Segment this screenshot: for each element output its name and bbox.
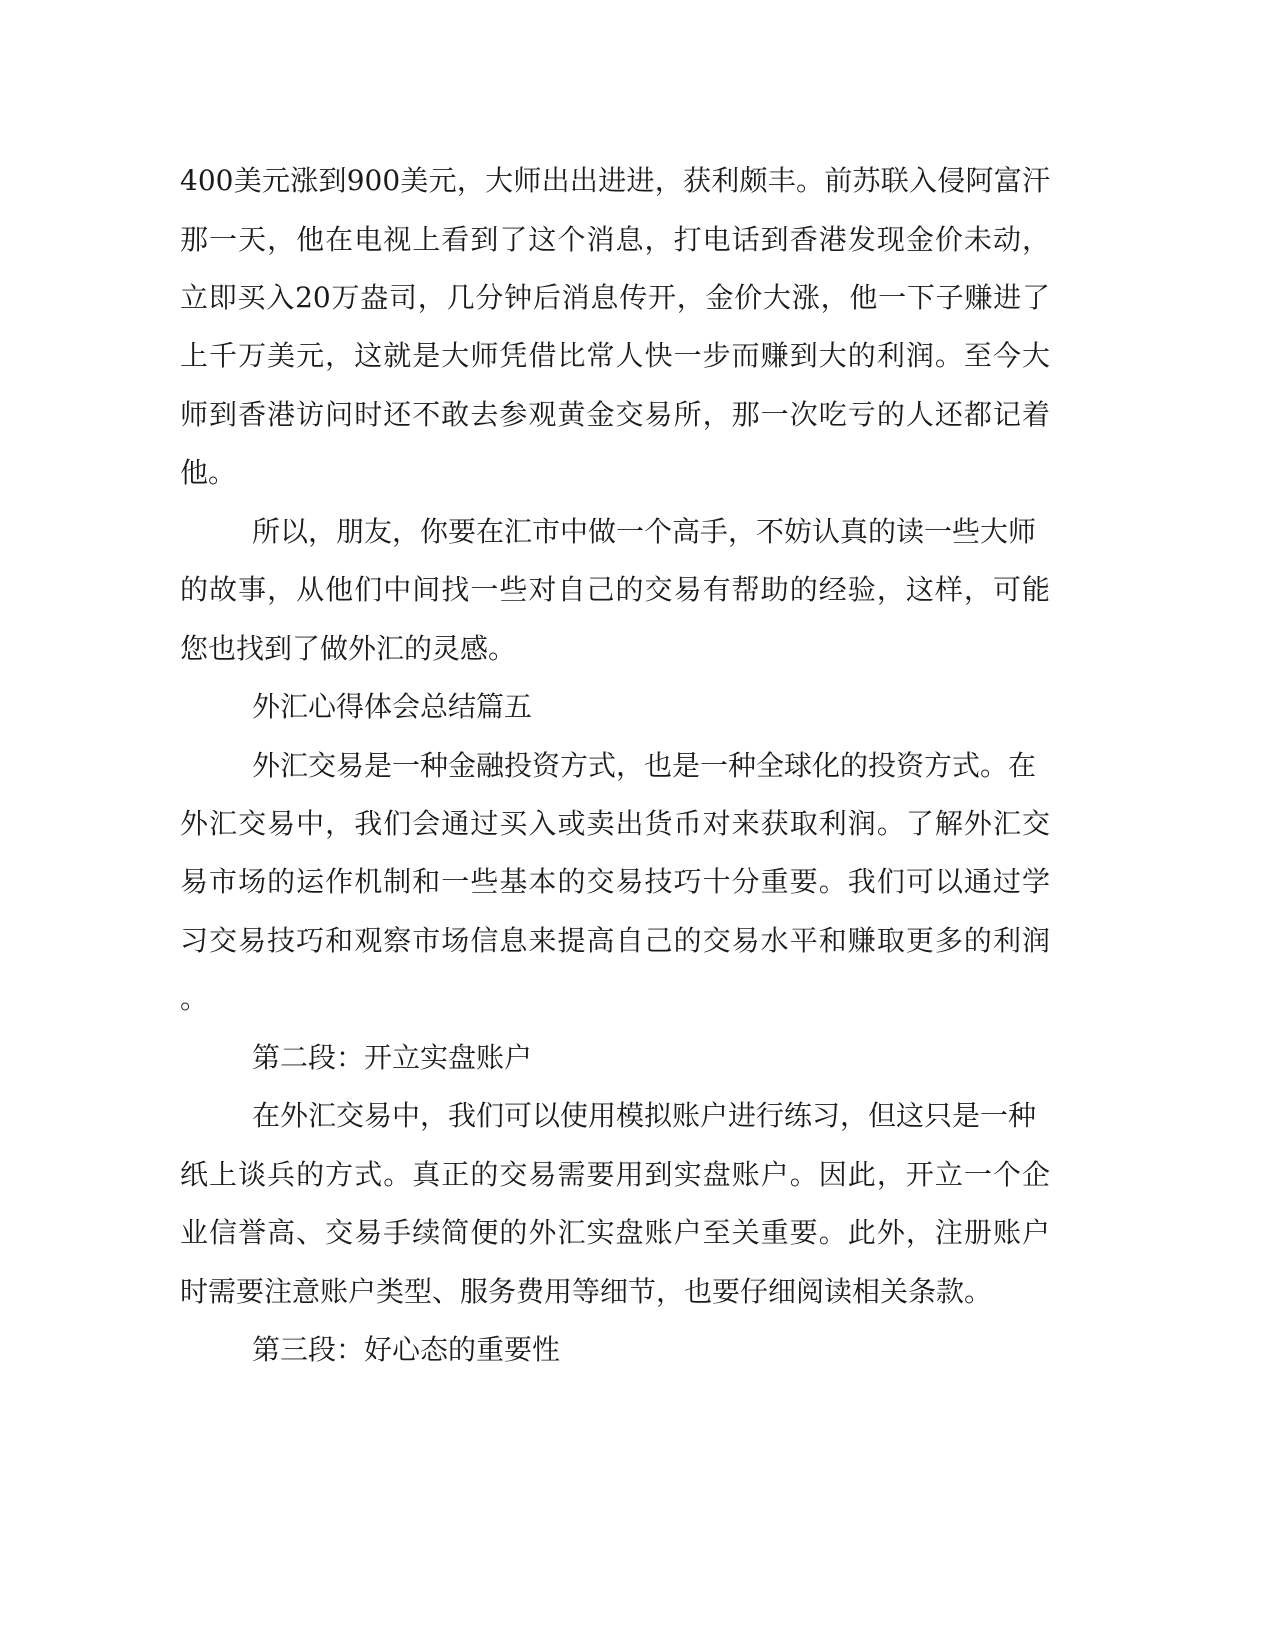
paragraph-line: 。 [180,982,209,1015]
paragraph-line: 的故事，从他们中间找一些对自己的交易有帮助的经验，这样，可能 [180,573,1050,606]
paragraph-line: 业信誉高、交易手续简便的外汇实盘账户至关重要。此外，注册账户 [180,1216,1050,1249]
paragraph-line: 上千万美元，这就是大师凭借比常人快一步而赚到大的利润。至今大 [180,339,1050,372]
paragraph-line: 纸上谈兵的方式。真正的交易需要用到实盘账户。因此，开立一个企 [180,1158,1050,1191]
paragraph-line: 外汇交易中，我们会通过买入或卖出货币对来获取利润。了解外汇交 [180,807,1050,840]
paragraph-line: 400美元涨到900美元，大师出出进进，获利颇丰。前苏联入侵阿富汗 [180,164,1050,197]
paragraph-line: 易市场的运作机制和一些基本的交易技巧十分重要。我们可以通过学 [180,865,1050,898]
paragraph-line: 在外汇交易中，我们可以使用模拟账户进行练习，但这只是一种 [252,1099,1037,1132]
part-heading: 第二段：开立实盘账户 [252,1041,533,1074]
paragraph-line: 他。 [180,456,237,489]
paragraph-line: 立即买入20万盎司，几分钟后消息传开，金价大涨，他一下子赚进了 [180,281,1050,314]
part-heading: 第三段：好心态的重要性 [252,1333,561,1366]
paragraph-line: 习交易技巧和观察市场信息来提高自己的交易水平和赚取更多的利润 [180,924,1050,957]
section-heading: 外汇心得体会总结篇五 [252,690,533,723]
paragraph-line: 所以，朋友，你要在汇市中做一个高手，不妨认真的读一些大师 [252,515,1037,548]
paragraph-line: 那一天，他在电视上看到了这个消息，打电话到香港发现金价未动， [180,223,1050,256]
paragraph-line: 您也找到了做外汇的灵感。 [180,632,517,665]
paragraph-line: 师到香港访问时还不敢去参观黄金交易所，那一次吃亏的人还都记着 [180,398,1050,431]
paragraph-line: 外汇交易是一种金融投资方式，也是一种全球化的投资方式。在 [252,749,1037,782]
paragraph-line: 时需要注意账户类型、服务费用等细节，也要仔细阅读相关条款。 [180,1275,993,1308]
